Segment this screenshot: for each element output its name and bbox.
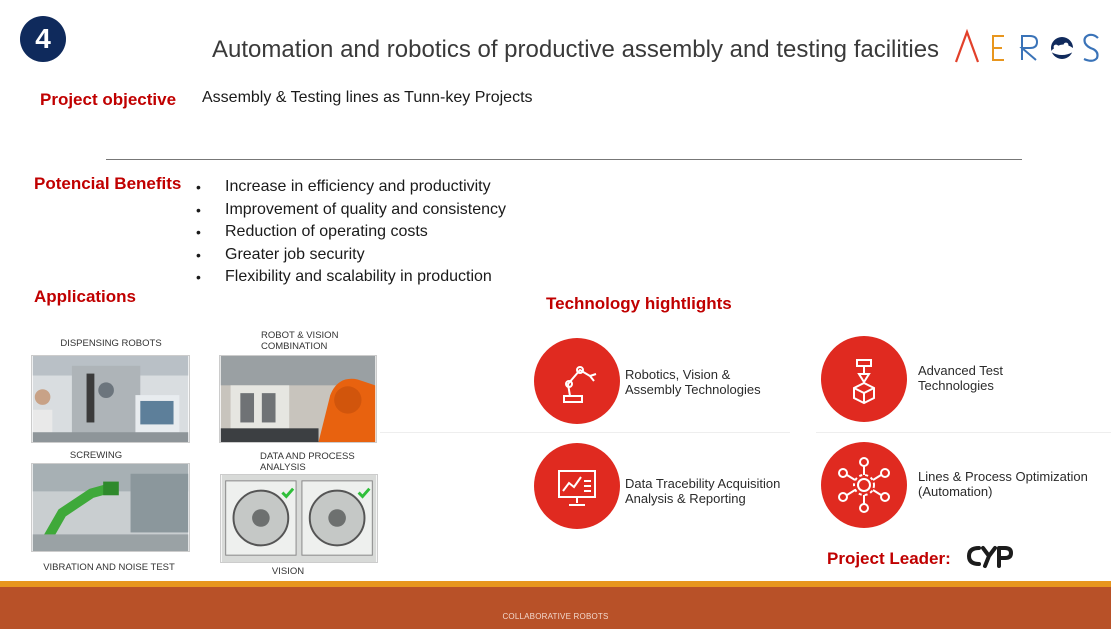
list-item: • Flexibility and scalability in production xyxy=(196,268,492,285)
process-network-icon xyxy=(835,456,893,514)
project-objective-label: Project objective xyxy=(40,90,177,109)
divider-line xyxy=(106,159,1022,160)
project-leader-label: Project Leader: xyxy=(827,549,951,568)
tech-robotics-circle xyxy=(534,338,620,424)
vision-photo xyxy=(220,474,378,563)
divider-line xyxy=(816,432,1111,433)
cyp-logo xyxy=(966,543,1014,569)
list-item: • Increase in efficiency and productivity xyxy=(196,178,491,195)
tech-process-circle xyxy=(821,442,907,528)
caption-robot-vision: ROBOT & VISION COMBINATION xyxy=(261,330,339,352)
tech-process-text: Lines & Process Optimization (Automation) xyxy=(918,469,1088,499)
robot-arm-icon xyxy=(550,354,604,408)
caption-vision: VISION xyxy=(271,566,305,577)
tech-data-text: Data Tracebility Acquisition Analysis & Reporting xyxy=(625,476,781,506)
dispensing-robots-photo xyxy=(31,355,190,443)
list-item: • Improvement of quality and consistency xyxy=(196,200,507,218)
footer-label: COLLABORATIVE ROBOTS xyxy=(502,612,609,621)
slide-title: Automation and robotics of productive assembly and testing facilities xyxy=(212,36,940,63)
analytics-board-icon xyxy=(550,459,604,513)
test-tool-icon xyxy=(837,352,891,406)
caption-data-process-analysis: DATA AND PROCESS ANALYSIS xyxy=(260,451,355,473)
tech-data-circle xyxy=(534,443,620,529)
tech-test-circle xyxy=(821,336,907,422)
caption-screwing: SCREWING xyxy=(69,450,123,461)
tech-robotics-text: Robotics, Vision & Assembly Technologies xyxy=(625,367,761,397)
tech-test-text: Advanced Test Technologies xyxy=(918,363,1004,393)
aeros-logo xyxy=(952,26,1102,70)
divider-line xyxy=(380,432,790,433)
robot-vision-photo xyxy=(219,355,377,443)
benefits-list xyxy=(196,176,506,289)
project-objective-text: Assembly & Testing lines as Tunn-key Projects xyxy=(202,89,533,106)
applications-label: Applications xyxy=(34,287,137,306)
caption-dispensing-robots: DISPENSING ROBOTS xyxy=(60,338,162,349)
potential-benefits-label: Potencial Benefits xyxy=(34,174,182,193)
list-item: • Greater job security xyxy=(196,245,365,263)
technology-highlights-label: Technology hightlights xyxy=(546,294,732,313)
footer-bar xyxy=(0,587,1111,629)
list-item: • Reduction of operating costs xyxy=(196,223,428,240)
screwing-photo xyxy=(31,463,190,552)
slide-number-badge: 4 xyxy=(20,16,66,62)
caption-vibration-noise: VIBRATION AND NOISE TEST xyxy=(43,562,175,573)
